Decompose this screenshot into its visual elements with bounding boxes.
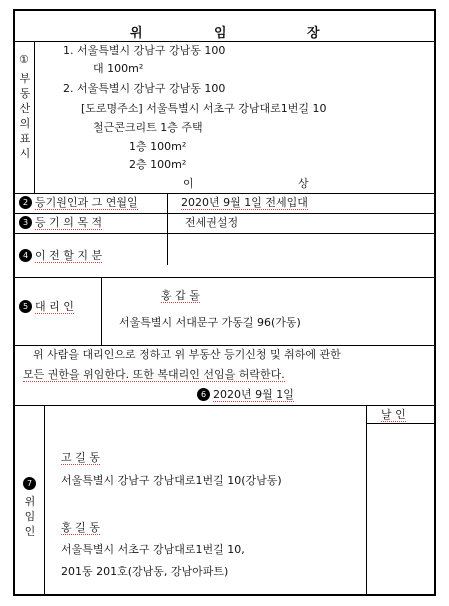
section1-label: 부 동 산 의 표 시 (19, 72, 31, 160)
divider (44, 405, 45, 596)
divider (167, 193, 168, 265)
divider (15, 345, 434, 346)
property-line: 대 100m² (93, 62, 144, 75)
section7-label: 위 임 인 (24, 495, 36, 538)
delegator-name: 고 길 동 (61, 451, 100, 464)
property-line: 1층 100m² (129, 140, 187, 153)
power-of-attorney-form (13, 9, 436, 596)
property-line: 1. 서울특별시 강남구 강남동 100 (63, 44, 226, 57)
authorization-text-line1: 위 사람을 대리인으로 정하고 위 부동산 등기신청 및 취하에 관한 (33, 348, 341, 361)
title-char: 임 (214, 26, 227, 41)
divider (15, 41, 434, 42)
registration-purpose-value: 전세권설정 (185, 216, 239, 229)
section1-number: ① (19, 53, 29, 66)
registration-cause-value: 2020년 9월 1일 전세입대 (181, 196, 308, 209)
agent-name: 홍 갑 돌 (161, 289, 200, 302)
property-line: 철근콘크리트 1층 주택 (93, 121, 203, 134)
delegator-address: 서울특별시 강남구 강남대로1번길 10(강남동) (61, 474, 282, 487)
divider (366, 423, 434, 424)
delegator-name: 홍 길 동 (61, 521, 100, 534)
authorization-date: 6 2020년 9월 1일 (197, 388, 294, 402)
divider (15, 277, 434, 278)
agent-address: 서울특별시 서대문구 가동길 96(가동) (119, 316, 301, 329)
section7-number: 7 (23, 477, 39, 491)
delegator-address: 서울특별시 서초구 강남대로1번길 10, (61, 543, 245, 556)
seal-label: 날 인 (381, 408, 406, 421)
authorization-text-line2: 모든 권한을 위임한다. 또한 복대리인 선임을 허락한다. (23, 368, 285, 381)
section5-label: 5 대 리 인 (19, 300, 74, 314)
end-mark: 이 (183, 177, 194, 190)
property-line: [도로명주소] 서울특별시 서초구 강남대로1번길 10 (81, 102, 327, 115)
divider (101, 277, 102, 345)
property-line: 2층 100m² (129, 158, 187, 171)
property-line: 2. 서울특별시 강남구 강남동 100 (63, 82, 226, 95)
divider (15, 405, 434, 406)
title-char: 위 (130, 26, 143, 41)
divider (366, 405, 367, 596)
end-mark: 상 (298, 177, 309, 190)
section2-label: 2 등기원인과 그 연월일 (19, 196, 138, 210)
title-char: 장 (307, 26, 320, 41)
section3-label: 3 등 기 의 목 적 (19, 216, 102, 230)
section4-label: 4 이 전 할 지 분 (19, 249, 102, 263)
divider (15, 233, 434, 234)
divider (15, 193, 434, 194)
divider (34, 41, 35, 193)
delegator-address: 201동 201호(강남동, 강남아파트) (61, 565, 229, 578)
divider (15, 213, 434, 214)
